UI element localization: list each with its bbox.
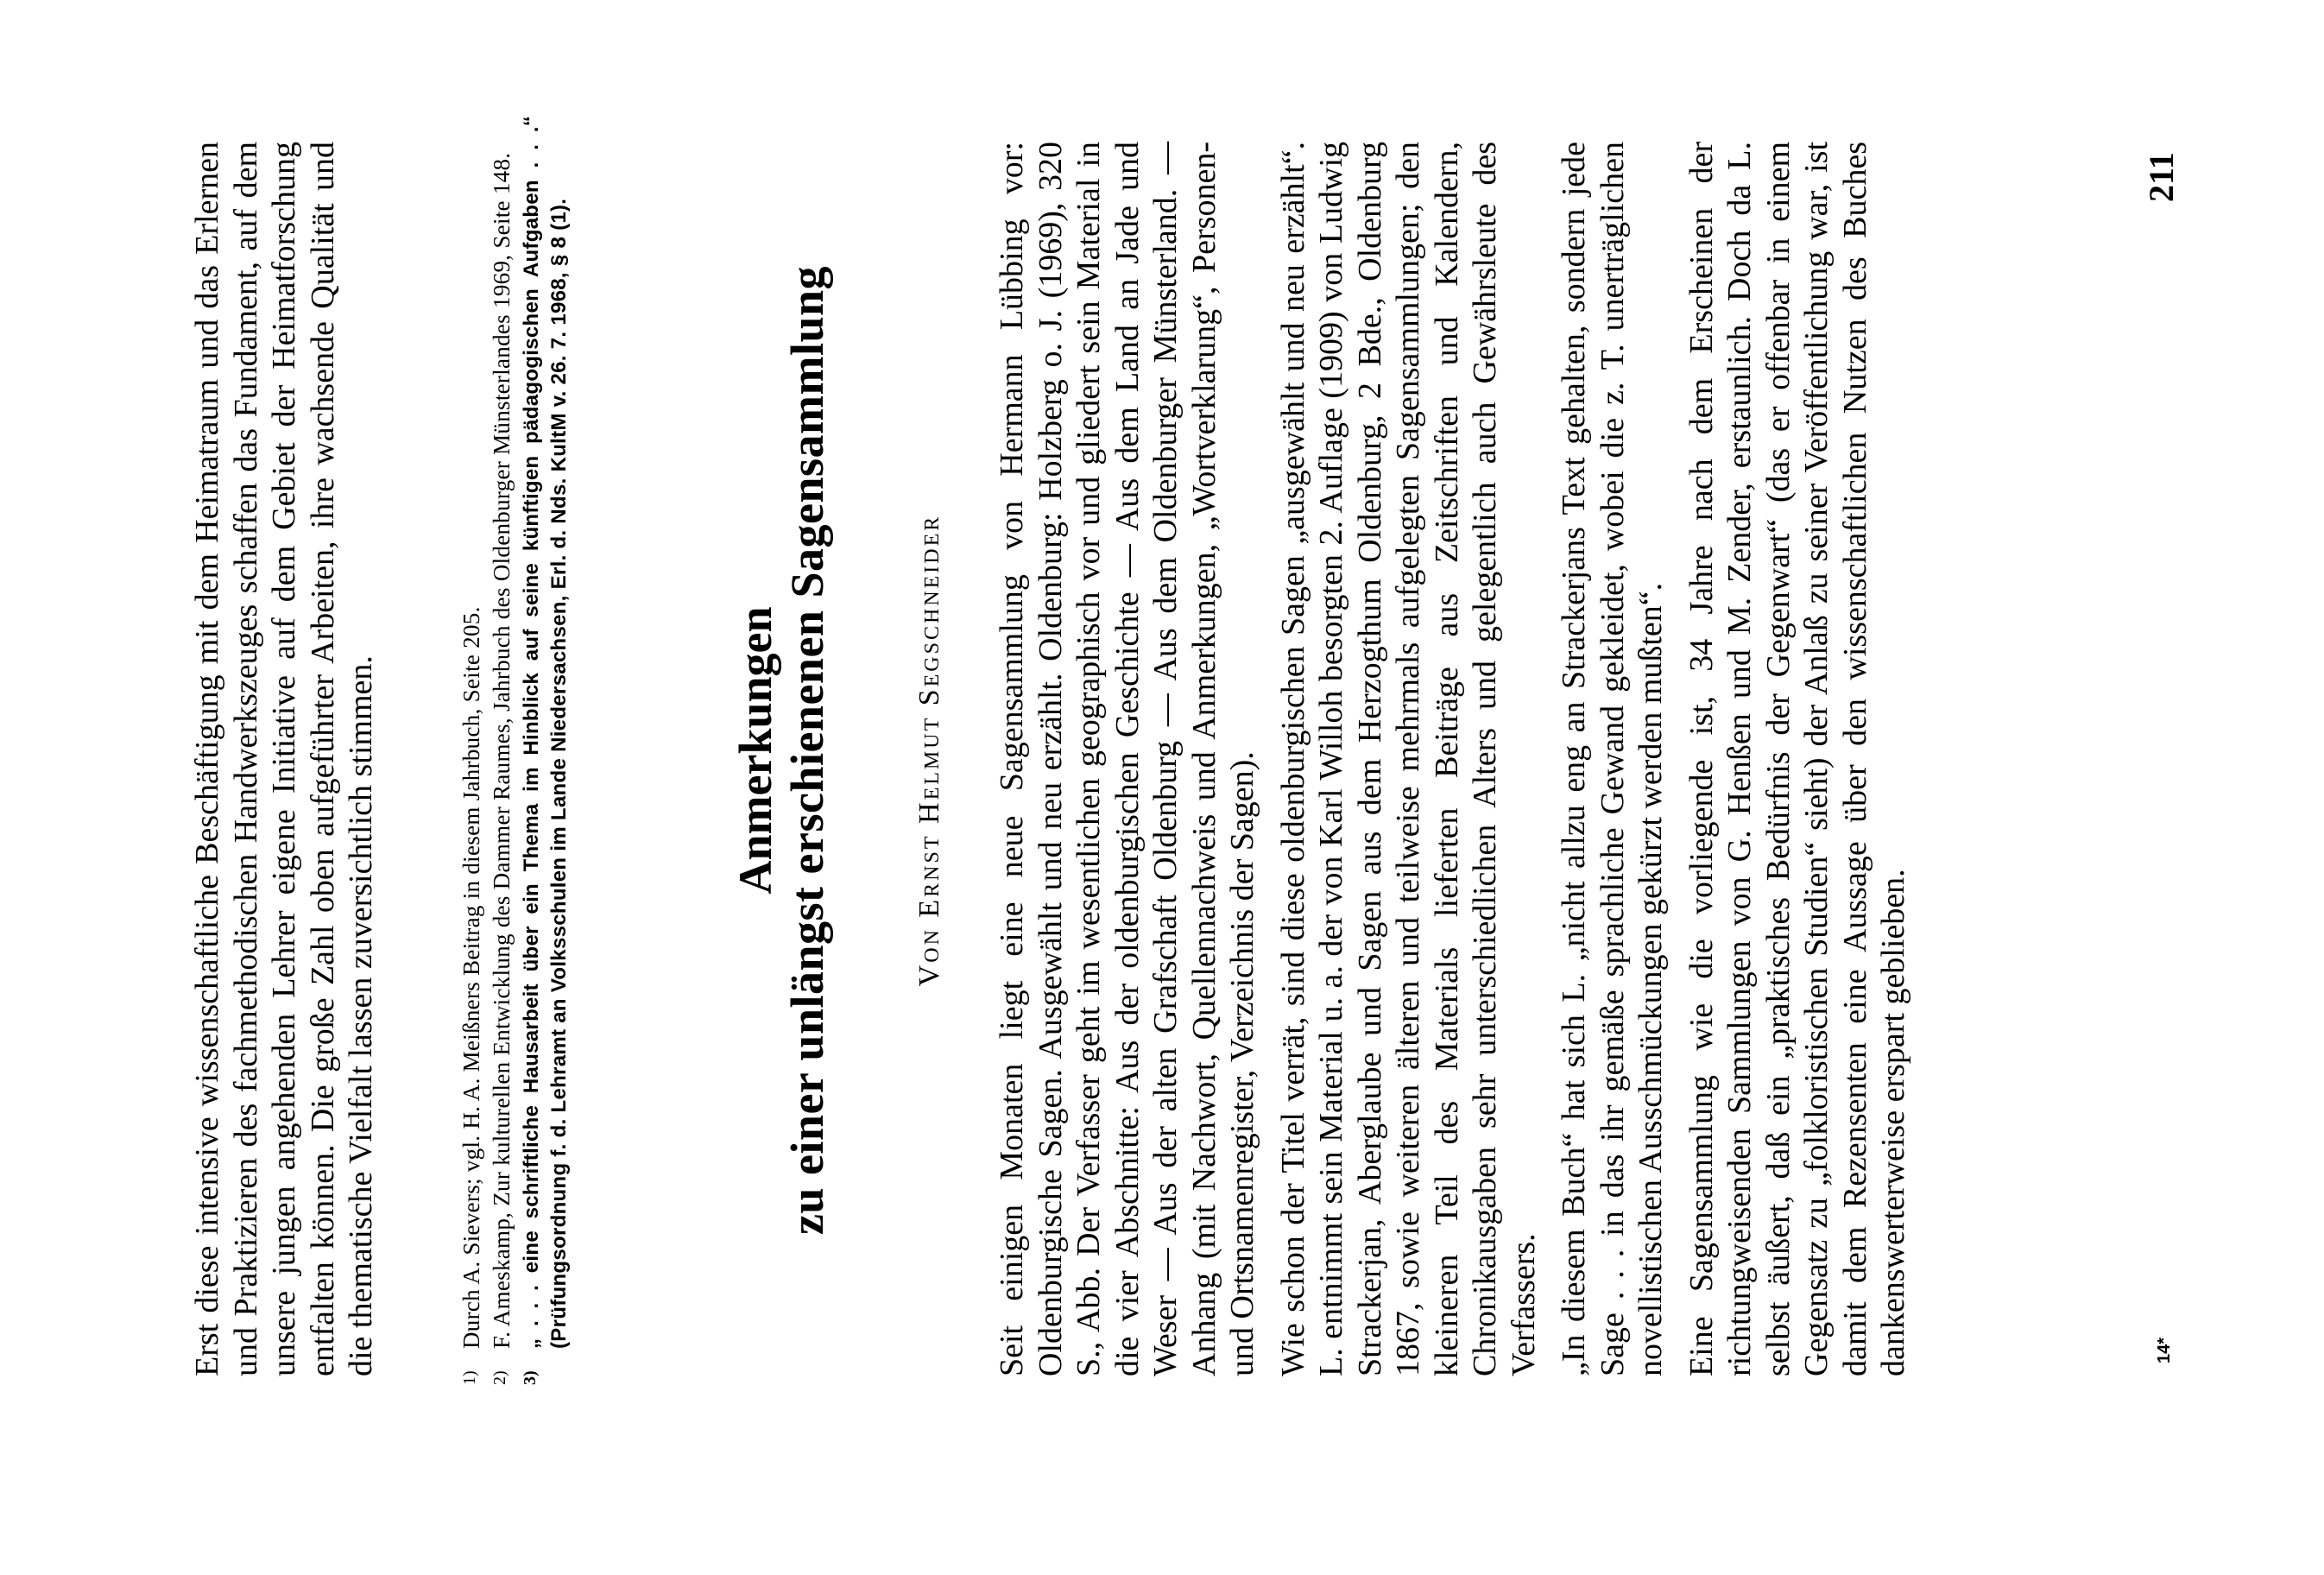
page-number: 211 bbox=[2142, 152, 2181, 202]
footnote-text: Durch A. Sievers; vgl. H. A. Meißners Beitrag in diesem Jahrbuch, Seite 205. bbox=[458, 606, 484, 1349]
title-line-1: Anmerkungen bbox=[729, 606, 781, 895]
footnote-mark: 3) bbox=[521, 1370, 540, 1385]
body-paragraph: Eine Sagensammlung wie die vorliegende ist, 34 Jahre nach dem Erscheinen der richtungweisenden Sammlungen von G. Henßen und M. Zender, erstaunlich. Doch da L. selbst äußert, daß ein „praktisches Bedürfnis der Gegenwart“ (das er offenbar in einem Gegensatz zu „folkloristischen Studien“ sieht) der Anlaß zu seiner Veröffentlichung war, ist damit dem Rezensenten eine Aussage über den wissenschaftlichen Nutzen des Buches dankenswerterweise erspart geblieben. bbox=[1683, 142, 1911, 1376]
title-line-2: zu einer unlängst erschienenen Sagensammlung bbox=[781, 265, 833, 1236]
intro-paragraph-block bbox=[188, 142, 381, 1376]
footnote-2 bbox=[488, 116, 515, 1385]
footnote-text: F. Ameskamp, Zur kulturellen Entwicklung des Dammer Raumes, Jahrbuch des Oldenburger Münsterlandes 1969, Seite 148. bbox=[489, 152, 515, 1349]
body-paragraph: Wie schon der Titel verrät, sind diese oldenburgischen Sagen „ausgewählt und neu erzählt“. L. entnimmt sein Material u. a. der von Karl Willoh besorgten 2. Auflage (1909) von Ludwig Strackerjan, Aberglaube und Sagen aus dem Herzogthum Oldenburg, 2 Bde., Oldenburg 1867, sowie weiteren älteren und teilweise mehrmals aufgelegten Sagensammlungen; den kleineren Teil des Materials lieferten Beiträge aus Zeitschriften und Kalendern, Chronikausgaben sehr unterschiedlichen Alters und gelegentlich auch Gewährsleute des Verfassers. bbox=[1274, 142, 1542, 1376]
intro-paragraph: Erst diese intensive wissenschaftliche Beschäftigung mit dem Heimatraum und das Erlernen und Praktizieren des fachmethodischen Handwerkszeuges schaffen das Fundament, auf dem unsere jungen angehenden Lehrer eigene Initiative auf dem Gebiet der Heimatforschung entfalten können. Die große Zahl oben aufgeführter Arbeiten, ihre wachsende Qualität und die thematische Vielfalt lassen zuversichtlich stimmen. bbox=[189, 142, 379, 1376]
footnotes bbox=[458, 116, 576, 1385]
footnote-1 bbox=[458, 116, 485, 1385]
body-paragraph: „In diesem Buch“ hat sich L. „nicht allzu eng an Strackerjans Text gehalten, sondern jede Sage . . . in das ihr gemäße sprachliche Gewand gekleidet, wobei die z. T. unerträglichen novellistischen Ausschmückungen gekürzt werden mußten“. bbox=[1556, 142, 1669, 1376]
footnote-mark: 2) bbox=[490, 1370, 509, 1385]
footnote-text: „ . . . eine schriftliche Hausarbeit über ein Thema im Hinblick auf seine künftigen pädagogischen Aufgaben . . .“ (Prüfungsordnung f. d. Lehramt an Volksschulen im Lande Niedersachsen, Erl. d. Nds. KultM v. 26. 7. 1968, § 8 (1). bbox=[520, 116, 571, 1349]
author-byline: Von Ernst Helmut Segschneider bbox=[913, 514, 945, 987]
footnote-3 bbox=[518, 116, 573, 1385]
footnote-mark: 1) bbox=[460, 1370, 479, 1385]
body-paragraph: Seit einigen Monaten liegt eine neue Sagensammlung von Hermann Lübbing vor: Oldenburgische Sagen. Ausgewählt und neu erzählt. Oldenburg: Holzberg o. J. (1969), 320 S., Abb. Der Verfasser geht im wesentlichen geographisch vor und gliedert sein Material in die vier Abschnitte: Aus der oldenburgischen Geschichte — Aus dem Land an Jade und Weser — Aus der alten Grafschaft Oldenburg — Aus dem Oldenburger Münsterland. — Anhang (mit Nachwort, Quellennachweis und Anmerkungen, „Wortverklarung“, Personen- und Ortsnamenregister, Verzeichnis der Sagen). bbox=[994, 142, 1260, 1376]
article-body bbox=[993, 142, 1925, 1376]
article-title bbox=[729, 116, 833, 1385]
printer-signature: 14* bbox=[2155, 1337, 2174, 1363]
